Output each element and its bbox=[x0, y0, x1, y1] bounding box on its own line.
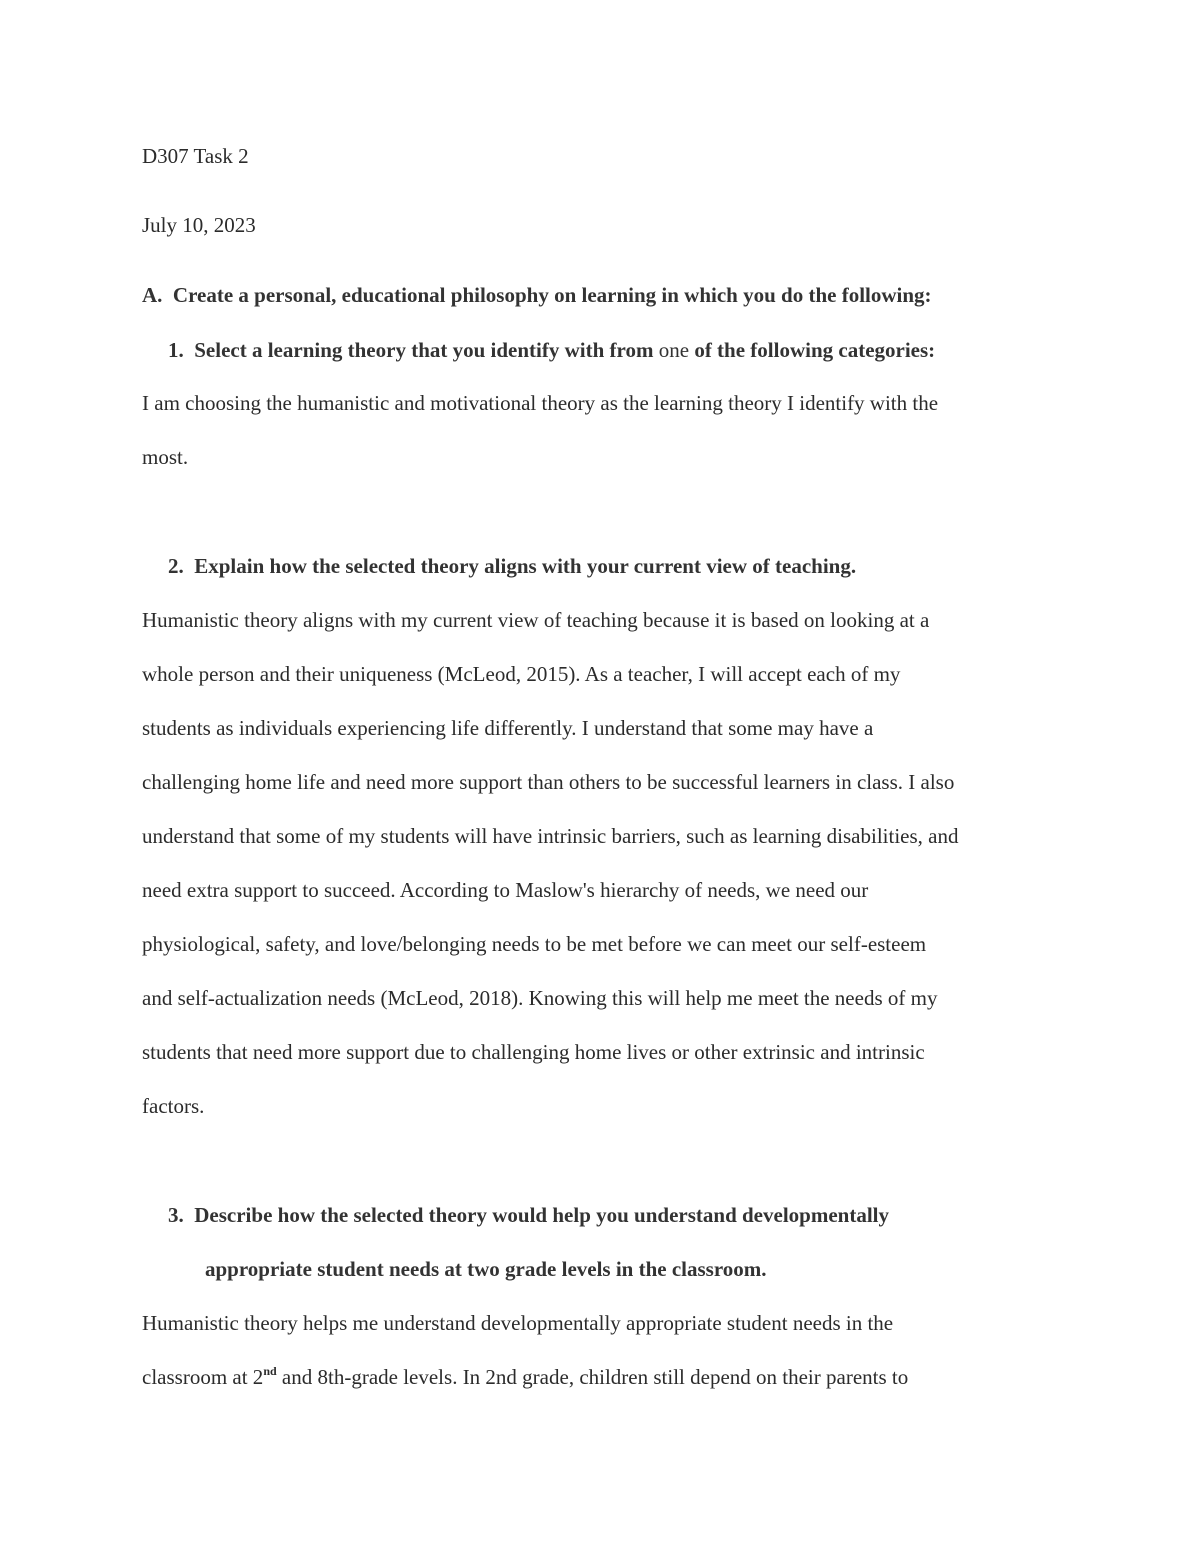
q3-heading-line2: appropriate student needs at two grade levels in the classroom. bbox=[205, 1257, 767, 1281]
q3-answer-line2-pre: classroom at 2 bbox=[142, 1365, 264, 1389]
q1-heading-plain: one bbox=[658, 338, 690, 362]
q2-answer-line: physiological, safety, and love/belonging needs to be met before we can meet our self-esteem bbox=[142, 932, 927, 956]
q2-answer-line: students that need more support due to challenging home lives or other extrinsic and intrinsic bbox=[142, 1040, 925, 1064]
q2-answer-line: need extra support to succeed. According to Maslow's hierarchy of needs, we need our bbox=[142, 878, 869, 902]
q2-answer-line: Humanistic theory aligns with my current view of teaching because it is based on looking at a bbox=[142, 608, 930, 632]
q2-answer-line: factors. bbox=[142, 1094, 205, 1118]
q3-marker: 3. bbox=[168, 1203, 184, 1227]
section-a-marker: A. bbox=[142, 283, 163, 307]
q2-answer-line: understand that some of my students will have intrinsic barriers, such as learning disabilities, and bbox=[142, 824, 959, 848]
q1-heading bbox=[168, 335, 935, 365]
q3-heading-line1: Describe how the selected theory would help you understand developmentally bbox=[194, 1203, 889, 1227]
q2-answer-line: whole person and their uniqueness (McLeod, 2015). As a teacher, I will accept each of my bbox=[142, 662, 901, 686]
q1-heading-part1: Select a learning theory that you identify with from bbox=[194, 338, 654, 362]
section-a-text: Create a personal, educational philosophy on learning in which you do the following: bbox=[172, 283, 932, 307]
q2-heading bbox=[168, 551, 856, 581]
q3-answer-line2-post: and 8th-grade levels. In 2nd grade, children still depend on their parents to bbox=[276, 1365, 909, 1389]
q3-answer-line: Humanistic theory helps me understand developmentally appropriate student needs in the bbox=[142, 1311, 894, 1335]
q1-answer-line: most. bbox=[142, 445, 189, 469]
q2-answer-line: and self-actualization needs (McLeod, 2018). Knowing this will help me meet the needs of my bbox=[142, 986, 938, 1010]
q2-heading-text: Explain how the selected theory aligns with your current view of teaching. bbox=[194, 554, 857, 578]
q3-heading bbox=[168, 1200, 889, 1230]
q3-answer-line-2 bbox=[142, 1362, 908, 1392]
document-title: D307 Task 2 bbox=[142, 144, 249, 168]
q2-marker: 2. bbox=[168, 554, 184, 578]
q1-marker: 1. bbox=[168, 338, 184, 362]
q1-answer-line: I am choosing the humanistic and motivational theory as the learning theory I identify with the bbox=[142, 391, 939, 415]
q2-answer-line: students as individuals experiencing life differently. I understand that some may have a bbox=[142, 716, 874, 740]
document-date: July 10, 2023 bbox=[142, 213, 256, 237]
ordinal-superscript: nd bbox=[263, 1364, 277, 1378]
section-a-heading bbox=[142, 280, 932, 310]
q2-answer-line: challenging home life and need more support than others to be successful learners in class. I also bbox=[142, 770, 955, 794]
q1-heading-part2: of the following categories: bbox=[694, 338, 936, 362]
